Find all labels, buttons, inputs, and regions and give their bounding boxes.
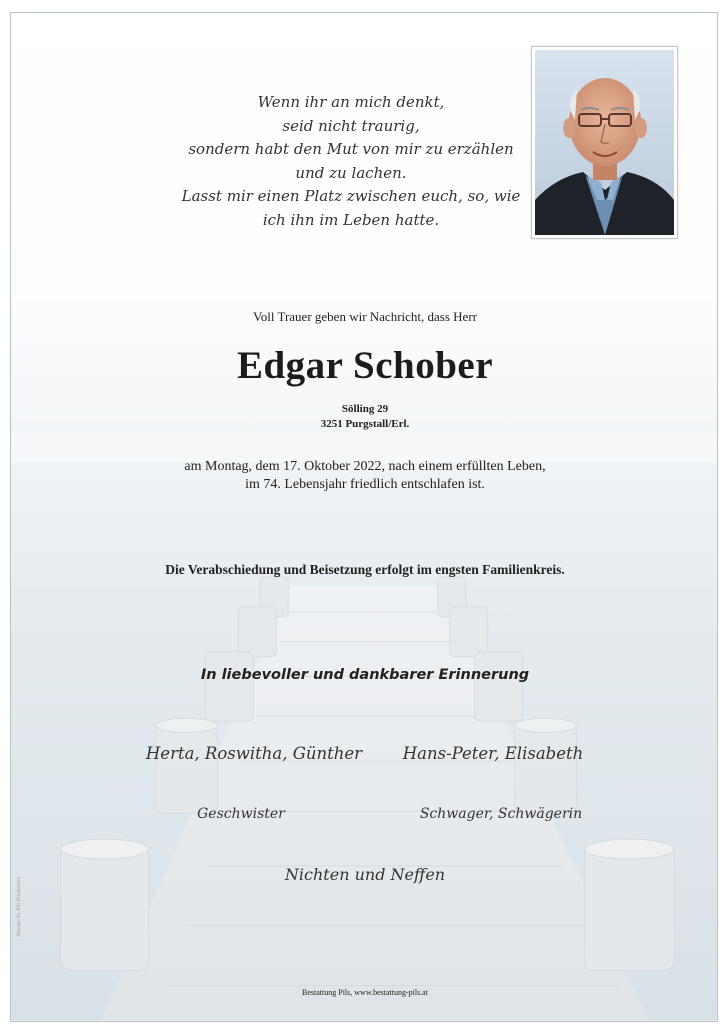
relation-in-laws: Schwager, Schwägerin — [419, 806, 583, 822]
relation-siblings: Geschwister — [197, 806, 285, 822]
page-frame — [10, 12, 718, 1022]
address-street: Sölling 29 — [341, 403, 389, 415]
nieces-nephews: Nichten und Neffen — [284, 865, 446, 884]
address — [11, 402, 718, 432]
address-city: 3251 Purgstall/Erl. — [320, 418, 410, 430]
poem-line: sondern habt den Mut von mir zu erzählen — [188, 140, 514, 158]
memorial-poem — [161, 91, 541, 232]
poem-line: Wenn ihr an mich denkt, — [257, 93, 445, 111]
deceased-name: Edgar Schober — [236, 344, 494, 387]
poem-line: seid nicht traurig, — [282, 116, 420, 135]
death-notice-line: am Montag, dem 17. Oktober 2022, nach einem erfüllten Leben, — [184, 459, 546, 474]
ceremony-notice: Die Verabschiedung und Beisetzung erfolgt im engsten Familienkreis. — [165, 562, 565, 577]
poem-line: ich ihn im Leben hatte. — [262, 210, 440, 229]
funeral-home-footer: Bestattung Pils, www.bestattung-pils.at — [302, 988, 428, 997]
photo-credit: Anzeige: Fa. Pils Drucksorten — [17, 876, 22, 937]
poem-line: Lasst mir einen Platz zwischen euch, so, wie — [181, 187, 521, 205]
mourner-names-in-laws: Hans-Peter, Elisabeth — [402, 744, 584, 763]
portrait-image — [535, 50, 674, 235]
poem-line: und zu lachen. — [295, 163, 407, 182]
portrait-photo — [531, 46, 678, 239]
death-notice-line: im 74. Lebensjahr friedlich entschlafen ist. — [245, 477, 485, 492]
memory-heading: In liebevoller und dankbarer Erinnerung — [200, 667, 530, 683]
mourner-names-siblings: Herta, Roswitha, Günther — [145, 744, 363, 763]
death-notice — [11, 458, 718, 494]
intro-text: Voll Trauer geben wir Nachricht, dass Herr — [253, 309, 477, 324]
